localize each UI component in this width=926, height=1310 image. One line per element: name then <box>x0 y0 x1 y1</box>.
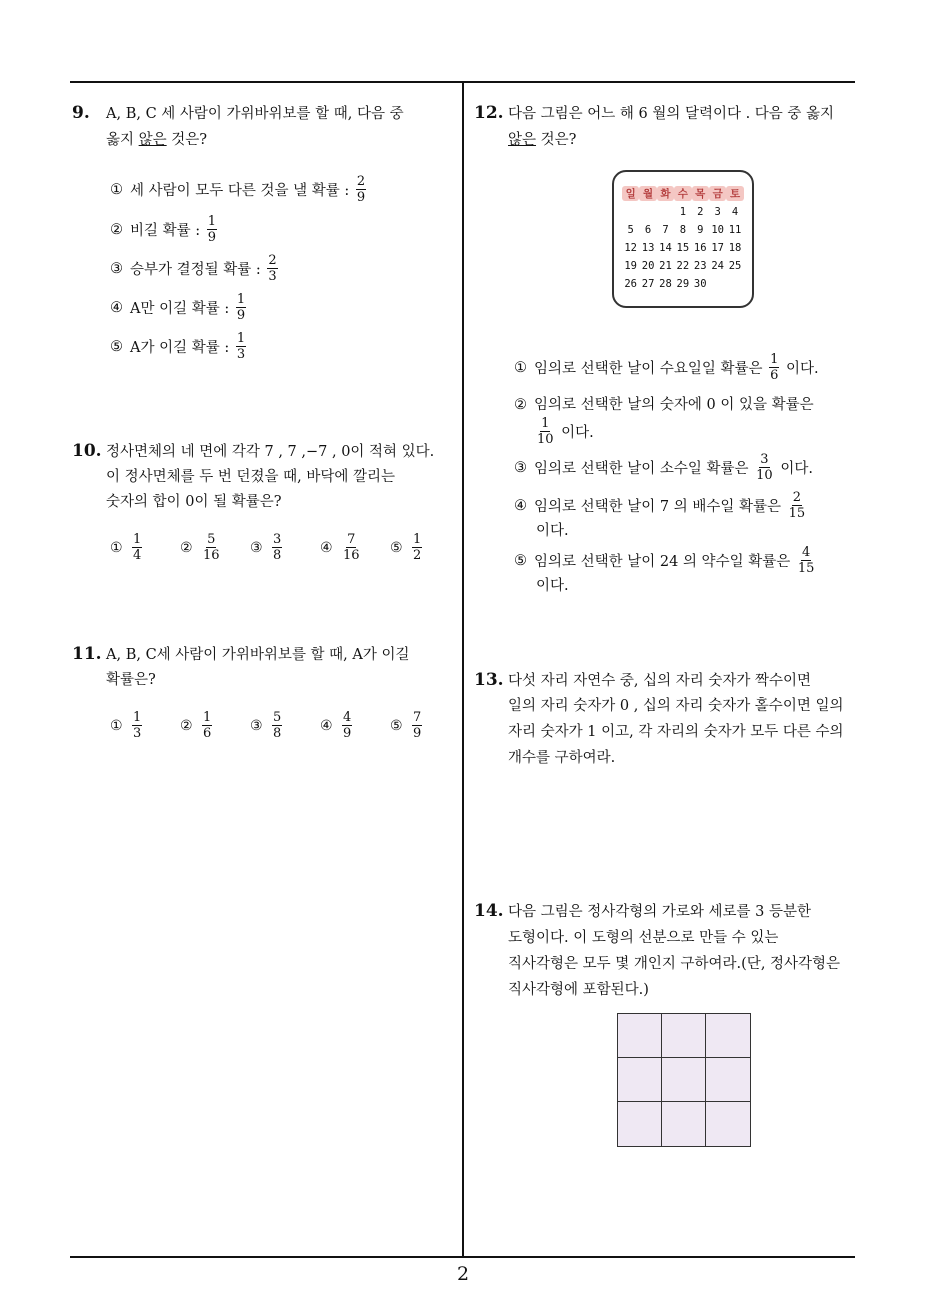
fraction: $\frac{1}{9}$ <box>236 292 246 323</box>
grid-line <box>661 1014 662 1146</box>
question-number: 14. <box>474 901 504 921</box>
calendar-week: 5 6 7 8 9 10 11 <box>627 224 742 236</box>
question-text: 것은? <box>536 132 577 148</box>
bottom-rule <box>70 1256 855 1258</box>
fraction: $\frac{1}{9}$ <box>207 214 217 245</box>
calendar-week: 1 2 3 4 <box>679 206 739 218</box>
question-text: 직사각형에 포함된다.) <box>508 982 649 998</box>
option-3[interactable]: ③ $\frac{5}{8}$ <box>250 710 282 741</box>
column-divider <box>462 81 464 1258</box>
option-4[interactable]: ④ A만 이길 확률 : $\frac{1}{9}$ <box>110 292 246 323</box>
option-1[interactable]: ① 임의로 선택한 날이 수요일일 확률은 $\frac{1}{6}$ 이다. <box>514 352 819 383</box>
question-number: 9. <box>72 103 90 123</box>
question-text: 숫자의 합이 0이 될 확률은? <box>106 494 282 510</box>
option-2[interactable]: ② 비길 확률 : $\frac{1}{9}$ <box>110 214 217 245</box>
question-text: 정사면체의 네 면에 각각 7 , 7 ,−7 , 0이 적혀 있다. <box>106 444 435 460</box>
option-5[interactable]: ⑤ $\frac{1}{2}$ <box>390 532 422 563</box>
question-text: 것은? <box>166 132 208 148</box>
question-text: 개수를 구하여라. <box>508 750 616 766</box>
option-4[interactable]: ④ $\frac{7}{16}$ <box>320 532 360 563</box>
calendar-week: 26 27 28 29 30 <box>624 278 707 290</box>
option-1[interactable]: ① $\frac{1}{4}$ <box>110 532 142 563</box>
question-text: 도형이다. 이 도형의 선분으로 만들 수 있는 <box>508 930 779 946</box>
option-2[interactable]: ② $\frac{5}{16}$ <box>180 532 220 563</box>
calendar-figure <box>612 170 754 308</box>
question-text: 확률은? <box>106 672 156 688</box>
grid-line <box>618 1101 750 1102</box>
question-text: 다섯 자리 자연수 중, 십의 자리 숫자가 짝수이면 <box>508 673 812 689</box>
option-4[interactable]: ④ 임의로 선택한 날이 7 의 배수일 확률은 $\frac{2}{15}$ <box>514 490 806 521</box>
underlined-text: 않은 <box>508 132 537 148</box>
option-3[interactable]: ③ 승부가 결정될 확률 : $\frac{2}{3}$ <box>110 253 277 284</box>
option-1[interactable]: ① 세 사람이 모두 다른 것을 낼 확률 : $\frac{2}{9}$ <box>110 174 366 205</box>
question-text: 일의 자리 숫자가 0 , 십의 자리 숫자가 홀수이면 일의 <box>508 698 844 714</box>
option-5-tail: 이다. <box>536 578 569 594</box>
option-2[interactable]: ② 임의로 선택한 날의 숫자에 0 이 있을 확률은 <box>514 397 814 413</box>
option-2-cont: $\frac{1}{10}$ 이다. <box>537 416 594 447</box>
question-number: 11. <box>72 644 102 664</box>
fraction: $\frac{2}{3}$ <box>268 253 277 284</box>
question-text: 직사각형은 모두 몇 개인지 구하여라.(단, 정사각형은 <box>508 956 841 972</box>
question-number: 12. <box>474 103 504 123</box>
grid-line <box>705 1014 706 1146</box>
square-grid-figure <box>617 1013 751 1147</box>
fraction: $\frac{2}{9}$ <box>356 174 366 205</box>
option-2[interactable]: ② $\frac{1}{6}$ <box>180 710 212 741</box>
calendar-header: 일 월 화 수 목 금 토 <box>622 186 744 201</box>
calendar-week: 12 13 14 15 16 17 18 <box>624 242 742 254</box>
question-text: 다음 그림은 어느 해 6 월의 달력이다 . 다음 중 옳지 <box>508 106 835 122</box>
question-text: 자리 숫자가 1 이고, 각 자리의 숫자가 모두 다른 수의 <box>508 724 844 740</box>
option-1[interactable]: ① $\frac{1}{3}$ <box>110 710 142 741</box>
options-row <box>110 532 460 563</box>
option-5[interactable]: ⑤ A가 이길 확률 : $\frac{1}{3}$ <box>110 331 246 362</box>
question-text: A, B, C세 사람이 가위바위보를 할 때, A가 이길 <box>106 647 410 663</box>
question-text: 다음 그림은 정사각형의 가로와 세로를 3 등분한 <box>508 904 812 920</box>
option-4-tail: 이다. <box>536 523 569 539</box>
underlined-text: 않은 <box>138 132 167 148</box>
options-row <box>110 710 460 741</box>
fraction: $\frac{1}{3}$ <box>236 331 246 362</box>
option-5[interactable]: ⑤ 임의로 선택한 날이 24 의 약수일 확률은 $\frac{4}{15}$ <box>514 545 815 576</box>
page-number: 2 <box>456 1263 470 1285</box>
question-text: A, B, C 세 사람이 가위바위보를 할 때, 다음 중 <box>106 106 404 122</box>
question-number: 13. <box>474 670 504 690</box>
question-text: 옳지 <box>106 132 139 148</box>
option-4[interactable]: ④ $\frac{4}{9}$ <box>320 710 352 741</box>
grid-line <box>618 1057 750 1058</box>
option-3[interactable]: ③ 임의로 선택한 날이 소수일 확률은 $\frac{3}{10}$ 이다. <box>514 452 813 483</box>
option-3[interactable]: ③ $\frac{3}{8}$ <box>250 532 282 563</box>
question-text: 이 정사면체를 두 번 던졌을 때, 바닥에 깔리는 <box>106 469 395 485</box>
calendar-week: 19 20 21 22 23 24 25 <box>624 260 742 272</box>
question-number: 10. <box>72 441 102 461</box>
option-5[interactable]: ⑤ $\frac{7}{9}$ <box>390 710 422 741</box>
